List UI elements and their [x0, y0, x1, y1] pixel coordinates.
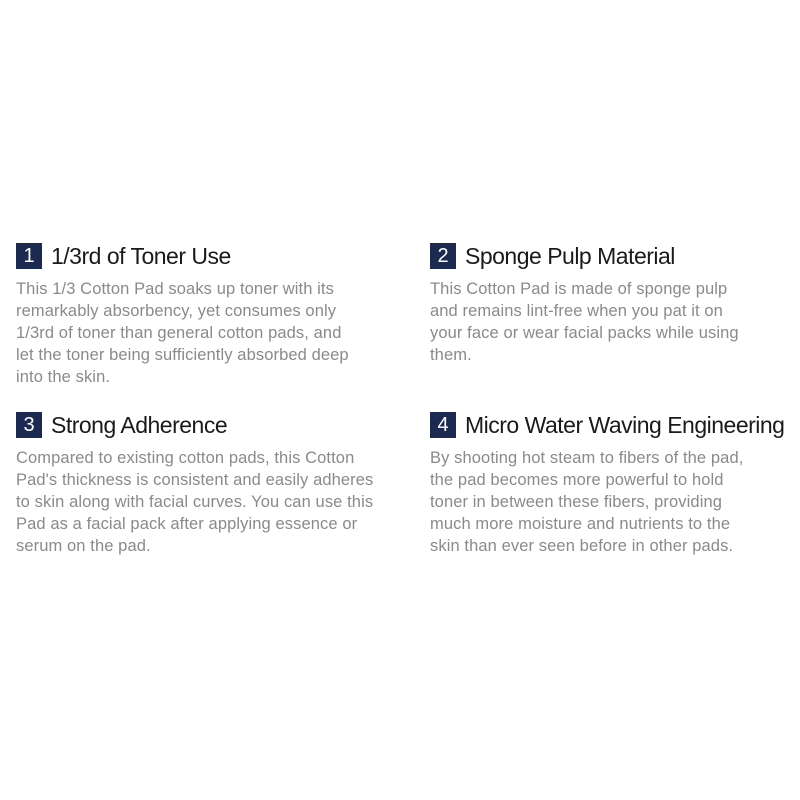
- feature-title: 1/3rd of Toner Use: [51, 242, 231, 269]
- feature-heading: [430, 240, 790, 272]
- feature-heading: [16, 409, 416, 441]
- description-line: the pad becomes more powerful to hold: [430, 471, 724, 489]
- description-line: skin than ever seen before in other pads.: [430, 537, 734, 555]
- description-line: your face or wear facial packs while using: [430, 324, 739, 342]
- description-line: them.: [430, 346, 472, 364]
- feature-title: Sponge Pulp Material: [465, 242, 675, 269]
- feature-micro-water-waving: [430, 409, 798, 557]
- feature-description: [16, 278, 416, 388]
- feature-description: [16, 447, 416, 557]
- description-line: Pad as a facial pack after applying essence or: [16, 515, 358, 533]
- feature-title: Strong Adherence: [51, 411, 228, 438]
- description-line: Compared to existing cotton pads, this Cotton: [16, 449, 355, 467]
- feature-sponge-pulp: [430, 240, 790, 366]
- feature-heading: [430, 409, 798, 441]
- feature-strong-adherence: [16, 409, 416, 557]
- feature-description: [430, 447, 798, 557]
- feature-number-badge: 2: [430, 243, 456, 269]
- feature-description: [430, 278, 790, 366]
- feature-number-badge: 1: [16, 243, 42, 269]
- description-line: and remains lint-free when you pat it on: [430, 302, 723, 320]
- description-line: 1/3rd of toner than general cotton pads, and: [16, 324, 342, 342]
- feature-number-badge: 3: [16, 412, 42, 438]
- feature-title: Micro Water Waving Engineering: [465, 411, 785, 438]
- feature-heading: [16, 240, 416, 272]
- feature-number-badge: 4: [430, 412, 456, 438]
- description-line: This 1/3 Cotton Pad soaks up toner with its: [16, 280, 334, 298]
- description-line: toner in between these fibers, providing: [430, 493, 723, 511]
- feature-toner-use: [16, 240, 416, 388]
- description-line: let the toner being sufficiently absorbed deep: [16, 346, 349, 364]
- description-line: much more moisture and nutrients to the: [430, 515, 731, 533]
- description-line: This Cotton Pad is made of sponge pulp: [430, 280, 728, 298]
- description-line: into the skin.: [16, 368, 111, 386]
- description-line: Pad's thickness is consistent and easily adheres: [16, 471, 374, 489]
- description-line: serum on the pad.: [16, 537, 151, 555]
- description-line: to skin along with facial curves. You can use this: [16, 493, 374, 511]
- description-line: remarkably absorbency, yet consumes only: [16, 302, 337, 320]
- description-line: By shooting hot steam to fibers of the pad,: [430, 449, 744, 467]
